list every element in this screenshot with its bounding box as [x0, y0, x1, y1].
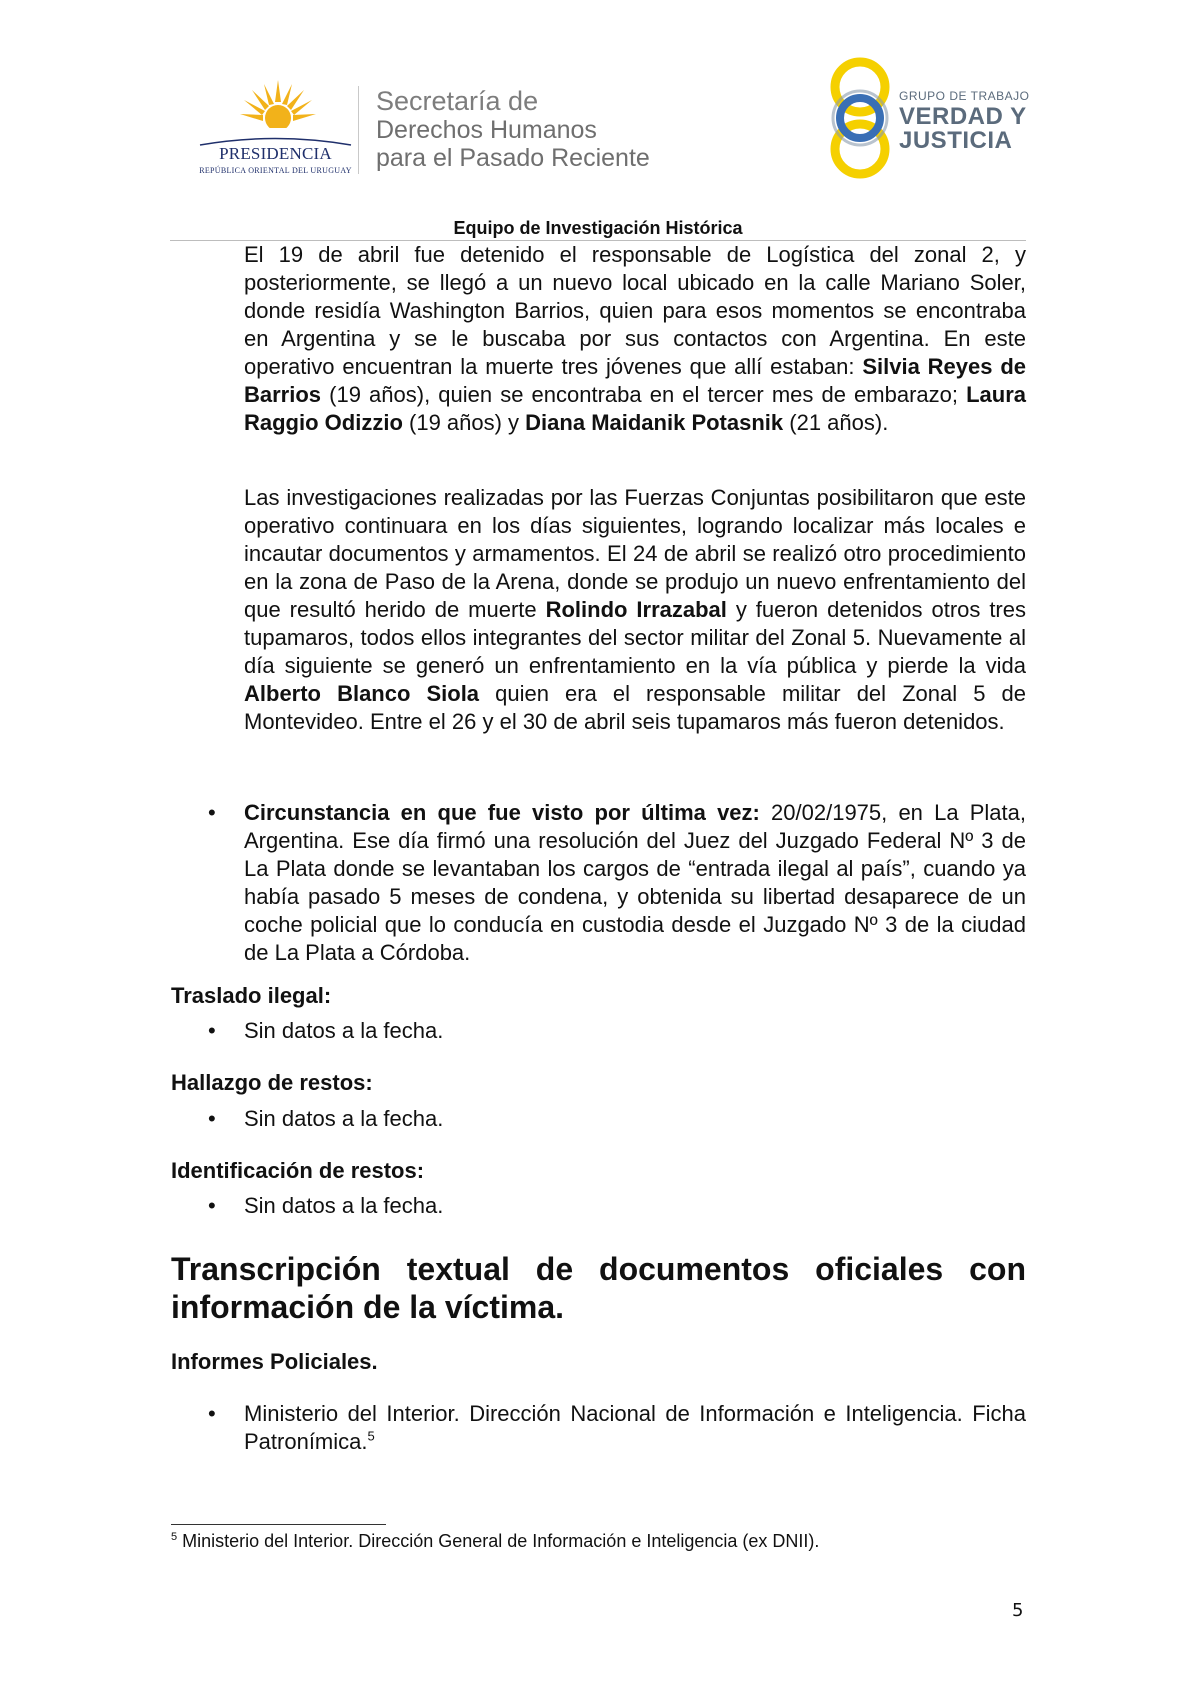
identificacion-item: Sin datos a la fecha. [244, 1193, 444, 1218]
transcripcion-title: Transcripción textual de documentos oficiales con información de la víctima. [171, 1251, 1026, 1325]
paragraph-april-19 [244, 241, 1026, 437]
ministerio-item [244, 1400, 1026, 1456]
heading-identificacion: Identificación de restos: [171, 1158, 425, 1183]
hallazgo-item: Sin datos a la fecha. [244, 1106, 444, 1131]
ministerio-text: Ministerio del Interior. Dirección Nacional de Información e Inteligencia. Ficha Patronímica. [244, 1401, 1026, 1454]
team-title: Equipo de Investigación Histórica [453, 218, 743, 238]
footnote-number: 5 [171, 1531, 178, 1543]
circumstance-text: 20/02/1975, en La Plata, Argentina. Ese día firmó una resolución del Juez del Juzgado Federal Nº 3 de La Plata donde se levantaban los cargos de “entrada ilegal al país”, cuando ya había pasado 5 meses de condena, y obtenida su libertad desaparece de un coche policial que lo conducía en custodia desde el Juzgado Nº 3 de la ciudad de La Plata a Córdoba. [244, 800, 1026, 965]
verdad-label: VERDAD Y [899, 103, 1027, 130]
circumstance-label: Circunstancia en que fue visto por última vez: [244, 800, 760, 825]
header-divider [358, 86, 359, 174]
footnote-rule [171, 1524, 386, 1525]
victim-name-alberto: Alberto Blanco Siola [244, 681, 480, 706]
victim-name-silvia: Silvia Reyes de Barrios [244, 354, 1026, 407]
grupo-label: GRUPO DE TRABAJO [899, 89, 1030, 103]
p2-text-3: quien era el responsable militar del Zonal 5 de Montevideo. Entre el 26 y el 30 de abril seis tupamaros más fueron detenidos. [244, 681, 1026, 734]
victim-name-laura: Laura Raggio Odizzio [244, 382, 1026, 435]
secretaria-line-3: para el Pasado Reciente [376, 144, 650, 172]
p2-text-2: y fueron detenidos otros tres tupamaros, todos ellos integrantes del sector militar del Zonal 5. Nuevamente al día siguiente se generó un enfrentamiento en la vía pública y pierde la vida [244, 597, 1026, 678]
p2-text-1: Las investigaciones realizadas por las Fuerzas Conjuntas posibilitaron que este operativo continuara en los días siguientes, logrando localizar más locales e incautar documentos y armamentos. El 24 de abril se realizó otro procedimiento en la zona de Paso de la Arena, donde se produjo un nuevo enfrentamiento del que resultó herido de muerte [244, 485, 1026, 622]
paragraph-investigations [244, 484, 1026, 736]
bullet-icon [208, 1105, 222, 1119]
secretaria-logo-text [376, 86, 706, 172]
page-header [0, 0, 1190, 240]
secretaria-line-1: Secretaría de [376, 86, 539, 116]
justicia-label: JUSTICIA [899, 127, 1013, 154]
p1-text-1: El 19 de abril fue detenido el responsable de Logística del zonal 2, y posteriormente, se llegó a un nuevo local ubicado en la calle Mariano Soler, donde residía Washington Barrios, quien para esos momentos se encontraba en Argentina y se le buscaba por sus contactos con Argentina. En este operativo encuentran la muerte tres jóvenes que allí estaban: [244, 242, 1026, 379]
heading-traslado: Traslado ilegal: [171, 983, 332, 1008]
footnote-ref[interactable]: 5 [367, 1428, 375, 1444]
bullet-icon [208, 1017, 222, 1031]
bullet-icon [208, 799, 222, 813]
sun-emblem-icon [238, 78, 318, 138]
circumstance-item [244, 799, 1026, 967]
bullet-icon [208, 1400, 222, 1414]
p1-text-4: (21 años). [783, 410, 889, 435]
presidencia-title: PRESIDENCIA [219, 144, 332, 163]
footnote-text: Ministerio del Interior. Dirección General de Información e Inteligencia (ex DNII). [177, 1531, 820, 1551]
footnote [171, 1530, 1031, 1552]
verdad-justicia-logo [820, 55, 1040, 185]
heading-informes-policiales: Informes Policiales. [171, 1349, 378, 1374]
p1-text-3: (19 años) y [402, 410, 526, 435]
page-number: 5 [1012, 1600, 1024, 1621]
rings-icon [820, 55, 906, 181]
victim-name-diana: Diana Maidanik Potasnik [525, 410, 784, 435]
traslado-item: Sin datos a la fecha. [244, 1018, 444, 1043]
presidencia-logo [198, 78, 353, 178]
p1-text-2: (19 años), quien se encontraba en el tercer mes de embarazo; [321, 382, 967, 407]
secretaria-line-2: Derechos Humanos [376, 116, 597, 144]
victim-name-rolindo: Rolindo Irrazabal [545, 597, 727, 622]
bullet-icon [208, 1192, 222, 1206]
presidencia-subtitle: REPÚBLICA ORIENTAL DEL URUGUAY [199, 166, 352, 175]
heading-hallazgo: Hallazgo de restos: [171, 1070, 373, 1095]
